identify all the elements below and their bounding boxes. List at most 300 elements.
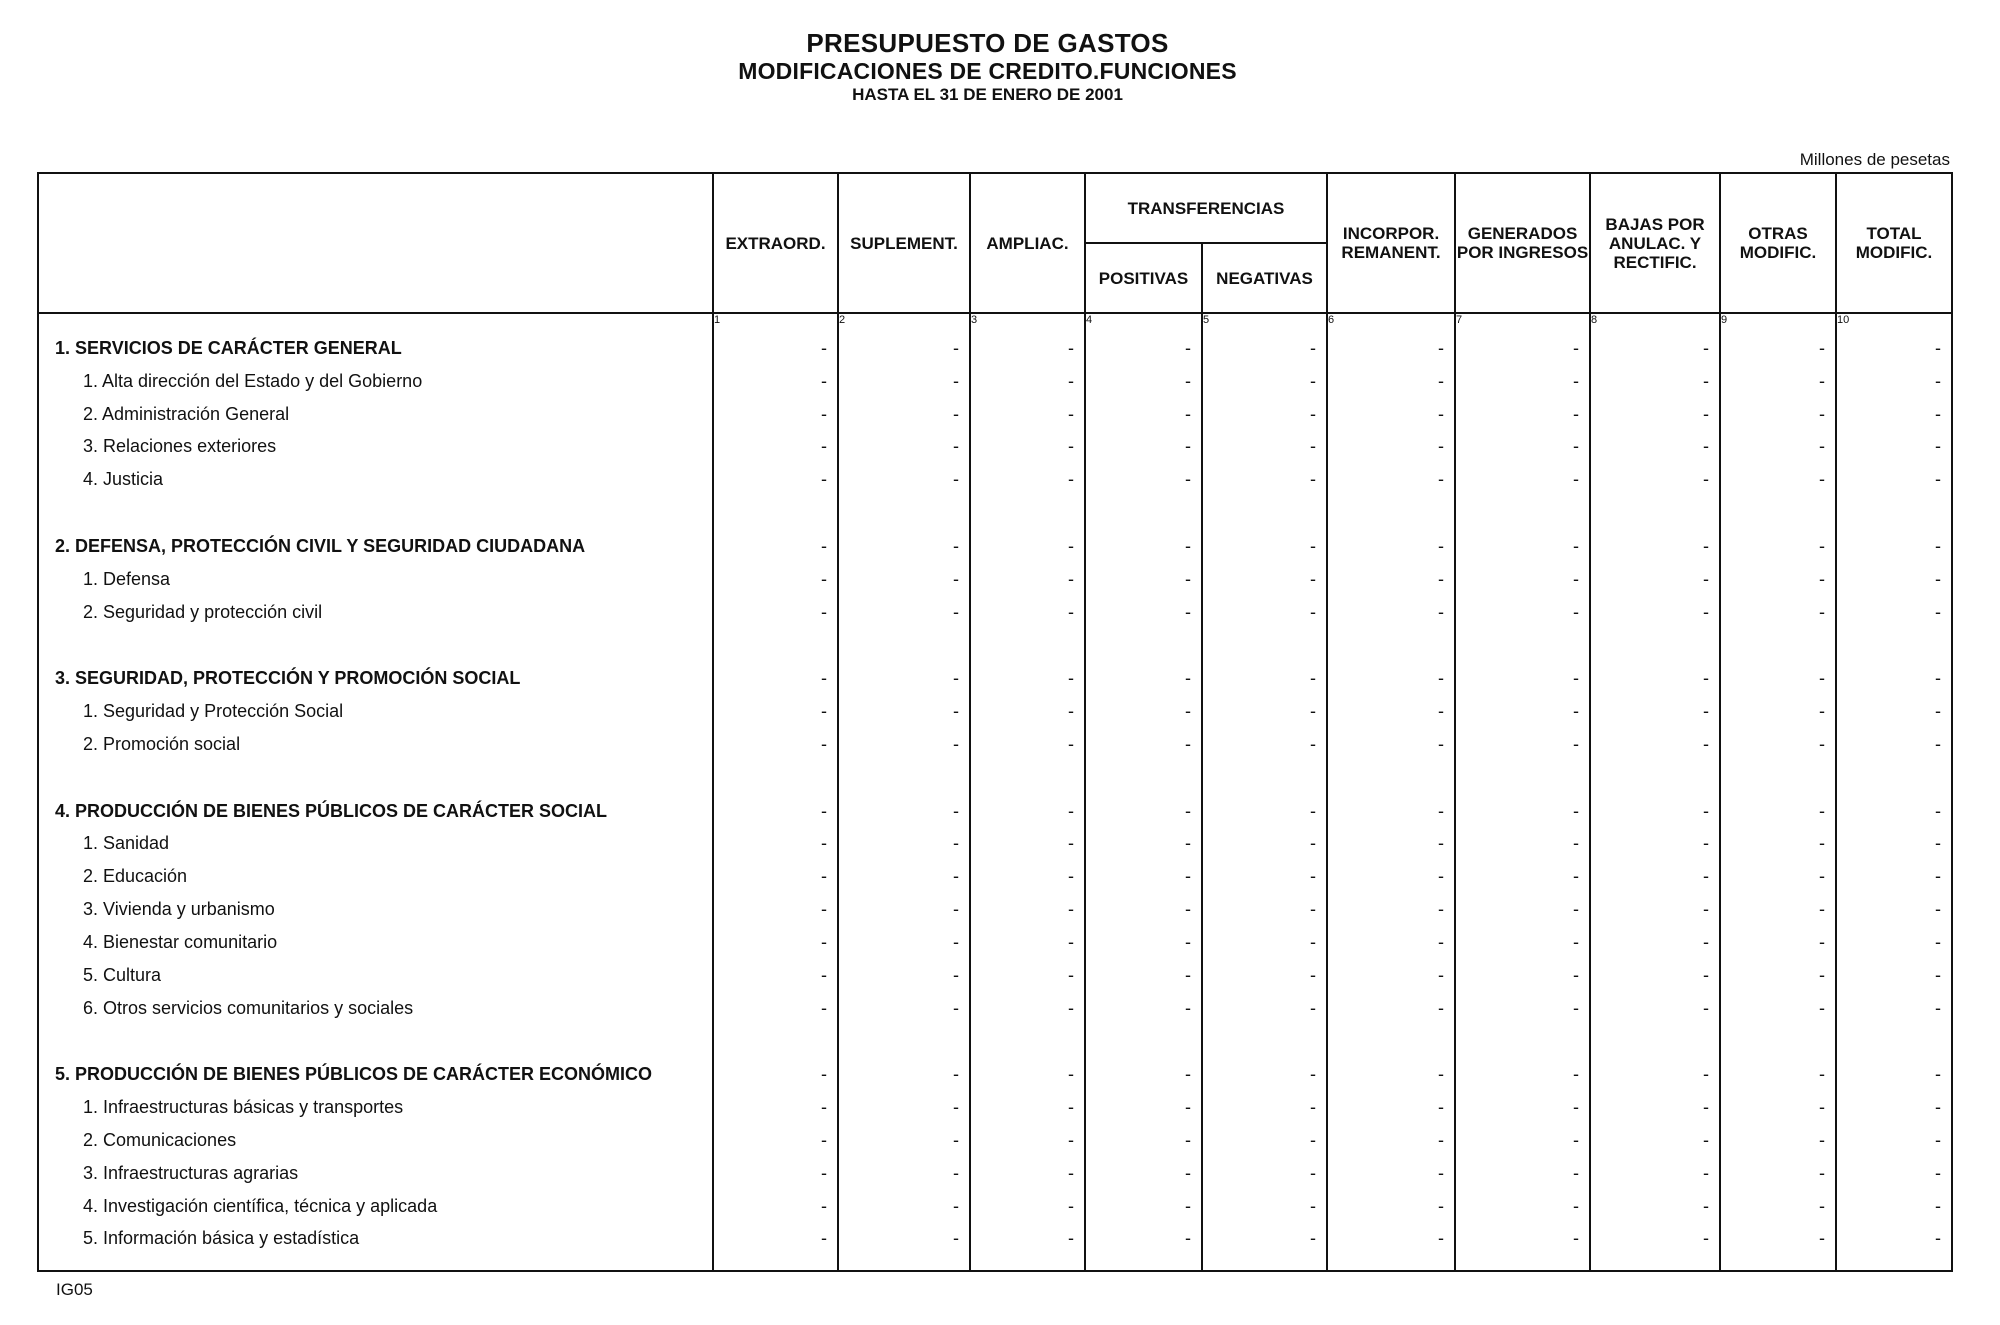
table-row [38,1190,1952,1223]
row-label: 2. Seguridad y protección civil [38,596,713,629]
value-cell: - [1836,563,1952,596]
value-cell: - [970,563,1085,596]
value-cell: - [1085,1157,1202,1190]
value-cell: - [1590,1124,1720,1157]
value-cell: - [1836,926,1952,959]
value-cell: - [1455,893,1590,926]
value-cell: - [1085,926,1202,959]
value-cell: - [713,530,838,563]
value-cell: - [713,795,838,828]
value-cell: - [970,695,1085,728]
header-row [38,173,1952,243]
units-label: Millones de pesetas [1799,150,1950,169]
value-cell: - [1327,860,1455,893]
value-cell: - [713,563,838,596]
column-number: 3 [970,313,1085,332]
spacer-cell [838,1255,970,1271]
value-cell: - [1590,728,1720,761]
value-cell: - [1085,463,1202,496]
value-cell: - [1455,695,1590,728]
value-cell: - [1327,1058,1455,1091]
value-cell: - [1327,795,1455,828]
value-cell: - [1327,365,1455,398]
value-cell: - [970,926,1085,959]
value-cell: - [1202,563,1327,596]
value-cell: - [1720,662,1836,695]
row-label: 4. Investigación científica, técnica y aplicada [38,1190,713,1223]
value-cell: - [1327,893,1455,926]
value-cell: - [838,860,970,893]
value-cell: - [1836,1222,1952,1255]
value-cell: - [1720,728,1836,761]
table-row [38,365,1952,398]
spacer-cell [1836,1255,1952,1271]
value-cell: - [838,662,970,695]
section-label: 5. PRODUCCIÓN DE BIENES PÚBLICOS DE CARÁCTER ECONÓMICO [38,1058,713,1091]
value-cell: - [1455,1190,1590,1223]
spacer-cell [38,761,713,795]
value-cell: - [1455,463,1590,496]
col-transferencias: TRANSFERENCIAS [1085,173,1327,243]
value-cell: - [1202,1190,1327,1223]
value-cell: - [970,828,1085,861]
value-cell: - [713,1058,838,1091]
row-label: 2. Promoción social [38,728,713,761]
value-cell: - [1720,365,1836,398]
value-cell: - [1202,1157,1327,1190]
value-cell: - [1085,596,1202,629]
value-cell: - [1085,828,1202,861]
value-cell: - [713,828,838,861]
value-cell: - [1327,926,1455,959]
value-cell: - [1455,332,1590,365]
value-cell: - [1836,1058,1952,1091]
value-cell: - [1455,1058,1590,1091]
value-cell: - [1327,1091,1455,1124]
column-number: 8 [1590,313,1720,332]
value-cell: - [1720,959,1836,992]
section-row [38,332,1952,365]
value-cell: - [1085,992,1202,1025]
spacer-cell [1836,761,1952,795]
spacer-cell [1202,1024,1327,1058]
table-row [38,893,1952,926]
value-cell: - [1590,563,1720,596]
value-cell: - [1327,530,1455,563]
value-cell: - [1455,365,1590,398]
value-cell: - [1455,828,1590,861]
spacer-cell [1455,628,1590,662]
spacer-cell [1085,1255,1202,1271]
value-cell: - [970,398,1085,431]
value-cell: - [1836,992,1952,1025]
value-cell: - [838,463,970,496]
value-cell: - [1327,563,1455,596]
budget-table [37,172,1953,1272]
value-cell: - [1085,695,1202,728]
value-cell: - [713,926,838,959]
value-cell: - [1327,828,1455,861]
value-cell: - [970,893,1085,926]
date-line: HASTA EL 31 DE ENERO DE 2001 [852,85,1123,104]
table-row [38,563,1952,596]
value-cell: - [1836,959,1952,992]
col-total: TOTAL MODIFIC. [1836,173,1952,313]
value-cell: - [1327,1190,1455,1223]
spacer-cell [1455,496,1590,530]
value-cell: - [1202,463,1327,496]
value-cell: - [1455,959,1590,992]
value-cell: - [713,992,838,1025]
value-cell: - [1085,1091,1202,1124]
spacer-cell [1836,1024,1952,1058]
value-cell: - [713,893,838,926]
row-label: 5. Información básica y estadística [38,1222,713,1255]
value-cell: - [713,332,838,365]
value-cell: - [1202,728,1327,761]
value-cell: - [1202,596,1327,629]
value-cell: - [1085,398,1202,431]
value-cell: - [1590,398,1720,431]
value-cell: - [838,332,970,365]
spacer-cell [1720,1024,1836,1058]
value-cell: - [1455,926,1590,959]
value-cell: - [1590,795,1720,828]
value-cell: - [1085,332,1202,365]
spacer-cell [1720,628,1836,662]
value-cell: - [838,893,970,926]
spacer-cell [970,761,1085,795]
value-cell: - [1085,795,1202,828]
value-cell: - [1836,430,1952,463]
value-cell: - [838,1157,970,1190]
value-cell: - [1202,695,1327,728]
column-number: 1 [713,313,838,332]
value-cell: - [1720,795,1836,828]
value-cell: - [1327,695,1455,728]
spacer-cell [838,628,970,662]
value-cell: - [838,695,970,728]
value-cell: - [838,596,970,629]
value-cell: - [1202,992,1327,1025]
spacer-cell [1455,1255,1590,1271]
value-cell: - [1327,1222,1455,1255]
value-cell: - [1836,1157,1952,1190]
spacer-cell [713,1024,838,1058]
value-cell: - [713,1222,838,1255]
value-cell: - [838,1190,970,1223]
spacer-row [38,761,1952,795]
row-label: 6. Otros servicios comunitarios y sociales [38,992,713,1025]
value-cell: - [1327,728,1455,761]
value-cell: - [1720,926,1836,959]
value-cell: - [713,695,838,728]
table-row [38,463,1952,496]
value-cell: - [970,1091,1085,1124]
spacer-cell [1085,1024,1202,1058]
value-cell: - [1085,893,1202,926]
spacer-cell [38,628,713,662]
value-cell: - [1836,828,1952,861]
value-cell: - [838,563,970,596]
value-cell: - [1085,563,1202,596]
value-cell: - [1590,596,1720,629]
value-cell: - [1720,1058,1836,1091]
value-cell: - [1590,1190,1720,1223]
value-cell: - [838,795,970,828]
section-row [38,795,1952,828]
value-cell: - [838,1222,970,1255]
value-cell: - [1720,530,1836,563]
value-cell: - [970,959,1085,992]
spacer-cell [970,628,1085,662]
value-cell: - [970,1222,1085,1255]
value-cell: - [1590,695,1720,728]
section-row [38,530,1952,563]
value-cell: - [713,662,838,695]
value-cell: - [1085,662,1202,695]
spacer-cell [1590,496,1720,530]
table-row [38,398,1952,431]
row-label: 4. Justicia [38,463,713,496]
value-cell: - [970,463,1085,496]
table-row [38,695,1952,728]
value-cell: - [1720,563,1836,596]
value-cell: - [1085,530,1202,563]
value-cell: - [1590,530,1720,563]
col-incorpor: INCORPOR. REMANENT. [1327,173,1455,313]
table-row [38,926,1952,959]
spacer-cell [1720,1255,1836,1271]
spacer-cell [838,1024,970,1058]
value-cell: - [1836,728,1952,761]
row-label: 3. Infraestructuras agrarias [38,1157,713,1190]
table-row [38,728,1952,761]
value-cell: - [970,992,1085,1025]
spacer-row [38,1255,1952,1271]
value-cell: - [1085,1124,1202,1157]
value-cell: - [1455,430,1590,463]
value-cell: - [1836,860,1952,893]
spacer-cell [1085,628,1202,662]
section-label: 4. PRODUCCIÓN DE BIENES PÚBLICOS DE CARÁCTER SOCIAL [38,795,713,828]
value-cell: - [1836,893,1952,926]
title-block [0,28,1975,106]
row-label: 1. Defensa [38,563,713,596]
value-cell: - [1202,926,1327,959]
value-cell: - [1590,860,1720,893]
value-cell: - [1455,795,1590,828]
spacer-cell [1590,628,1720,662]
value-cell: - [1455,728,1590,761]
value-cell: - [1085,1058,1202,1091]
row-label: 1. Sanidad [38,828,713,861]
spacer-cell [713,496,838,530]
row-label: 2. Administración General [38,398,713,431]
spacer-cell [1720,496,1836,530]
section-row [38,1058,1952,1091]
footer-code: IG05 [56,1280,93,1299]
table-row [38,959,1952,992]
value-cell: - [838,728,970,761]
value-cell: - [1202,1091,1327,1124]
value-cell: - [1720,992,1836,1025]
table-row [38,860,1952,893]
value-cell: - [1720,398,1836,431]
col-negativas: NEGATIVAS [1202,243,1327,313]
spacer-cell [1327,628,1455,662]
table-row [38,992,1952,1025]
value-cell: - [1455,992,1590,1025]
spacer-cell [1327,496,1455,530]
value-cell: - [713,1124,838,1157]
value-cell: - [1327,992,1455,1025]
spacer-cell [1202,761,1327,795]
value-cell: - [1590,1091,1720,1124]
value-cell: - [713,1091,838,1124]
spacer-cell [1202,1255,1327,1271]
value-cell: - [1720,1124,1836,1157]
value-cell: - [1836,398,1952,431]
value-cell: - [1590,463,1720,496]
spacer-cell [1085,496,1202,530]
row-label: 1. Infraestructuras básicas y transportes [38,1091,713,1124]
col-positivas: POSITIVAS [1085,243,1202,313]
row-label: 2. Educación [38,860,713,893]
col-ampliac: AMPLIAC. [970,173,1085,313]
value-cell: - [838,530,970,563]
value-cell: - [1455,1124,1590,1157]
spacer-cell [838,761,970,795]
row-label: 4. Bienestar comunitario [38,926,713,959]
value-cell: - [1455,596,1590,629]
value-cell: - [970,596,1085,629]
row-label: 3. Vivienda y urbanismo [38,893,713,926]
value-cell: - [1590,365,1720,398]
spacer-cell [1836,496,1952,530]
spacer-cell [1327,1255,1455,1271]
value-cell: - [1836,332,1952,365]
value-cell: - [713,596,838,629]
column-number: 10 [1836,313,1952,332]
spacer-cell [38,1255,713,1271]
value-cell: - [1720,1091,1836,1124]
value-cell: - [713,959,838,992]
section-row [38,662,1952,695]
value-cell: - [1836,596,1952,629]
value-cell: - [1590,662,1720,695]
value-cell: - [1720,695,1836,728]
value-cell: - [1085,860,1202,893]
spacer-cell [1202,496,1327,530]
value-cell: - [1836,365,1952,398]
section-label: 2. DEFENSA, PROTECCIÓN CIVIL Y SEGURIDAD CIUDADANA [38,530,713,563]
spacer-cell [1590,1024,1720,1058]
spacer-cell [1085,761,1202,795]
value-cell: - [1327,463,1455,496]
value-cell: - [713,463,838,496]
spacer-cell [1720,761,1836,795]
value-cell: - [838,959,970,992]
value-cell: - [1327,662,1455,695]
value-cell: - [1590,1058,1720,1091]
table-row [38,596,1952,629]
value-cell: - [1202,959,1327,992]
value-cell: - [970,530,1085,563]
table-body [38,332,1952,1271]
spacer-row [38,628,1952,662]
section-label: 1. SERVICIOS DE CARÁCTER GENERAL [38,332,713,365]
value-cell: - [1202,795,1327,828]
table-row [38,1124,1952,1157]
value-cell: - [1836,1091,1952,1124]
value-cell: - [1590,959,1720,992]
value-cell: - [713,860,838,893]
value-cell: - [1836,662,1952,695]
value-cell: - [1085,728,1202,761]
value-cell: - [1327,596,1455,629]
value-cell: - [1590,926,1720,959]
spacer-cell [970,1255,1085,1271]
value-cell: - [970,1058,1085,1091]
spacer-cell [38,1024,713,1058]
value-cell: - [1202,662,1327,695]
spacer-cell [1202,628,1327,662]
value-cell: - [1202,530,1327,563]
value-cell: - [838,398,970,431]
row-label: 2. Comunicaciones [38,1124,713,1157]
value-cell: - [1836,463,1952,496]
spacer-cell [38,496,713,530]
value-cell: - [970,1190,1085,1223]
table-row [38,430,1952,463]
table-row [38,828,1952,861]
page-title: PRESUPUESTO DE GASTOS [806,28,1169,58]
value-cell: - [970,795,1085,828]
value-cell: - [713,365,838,398]
value-cell: - [1327,1124,1455,1157]
value-cell: - [1455,1157,1590,1190]
value-cell: - [970,430,1085,463]
value-cell: - [1720,332,1836,365]
value-cell: - [1455,398,1590,431]
value-cell: - [970,662,1085,695]
spacer-cell [1590,1255,1720,1271]
value-cell: - [1455,1222,1590,1255]
value-cell: - [1720,828,1836,861]
page-subtitle: MODIFICACIONES DE CREDITO.FUNCIONES [738,58,1237,84]
column-number: 9 [1720,313,1836,332]
value-cell: - [1720,1157,1836,1190]
table-row [38,1157,1952,1190]
value-cell: - [1590,430,1720,463]
value-cell: - [1202,365,1327,398]
spacer-cell [1455,761,1590,795]
row-label: 5. Cultura [38,959,713,992]
value-cell: - [970,1124,1085,1157]
value-cell: - [1202,430,1327,463]
column-number: 2 [838,313,970,332]
col-bajas: BAJAS POR ANULAC. Y RECTIFIC. [1590,173,1720,313]
value-cell: - [1455,563,1590,596]
value-cell: - [1720,1190,1836,1223]
value-cell: - [713,728,838,761]
value-cell: - [838,1091,970,1124]
label-header [38,173,713,313]
spacer-cell [1836,628,1952,662]
column-number-blank [38,313,713,332]
value-cell: - [970,332,1085,365]
